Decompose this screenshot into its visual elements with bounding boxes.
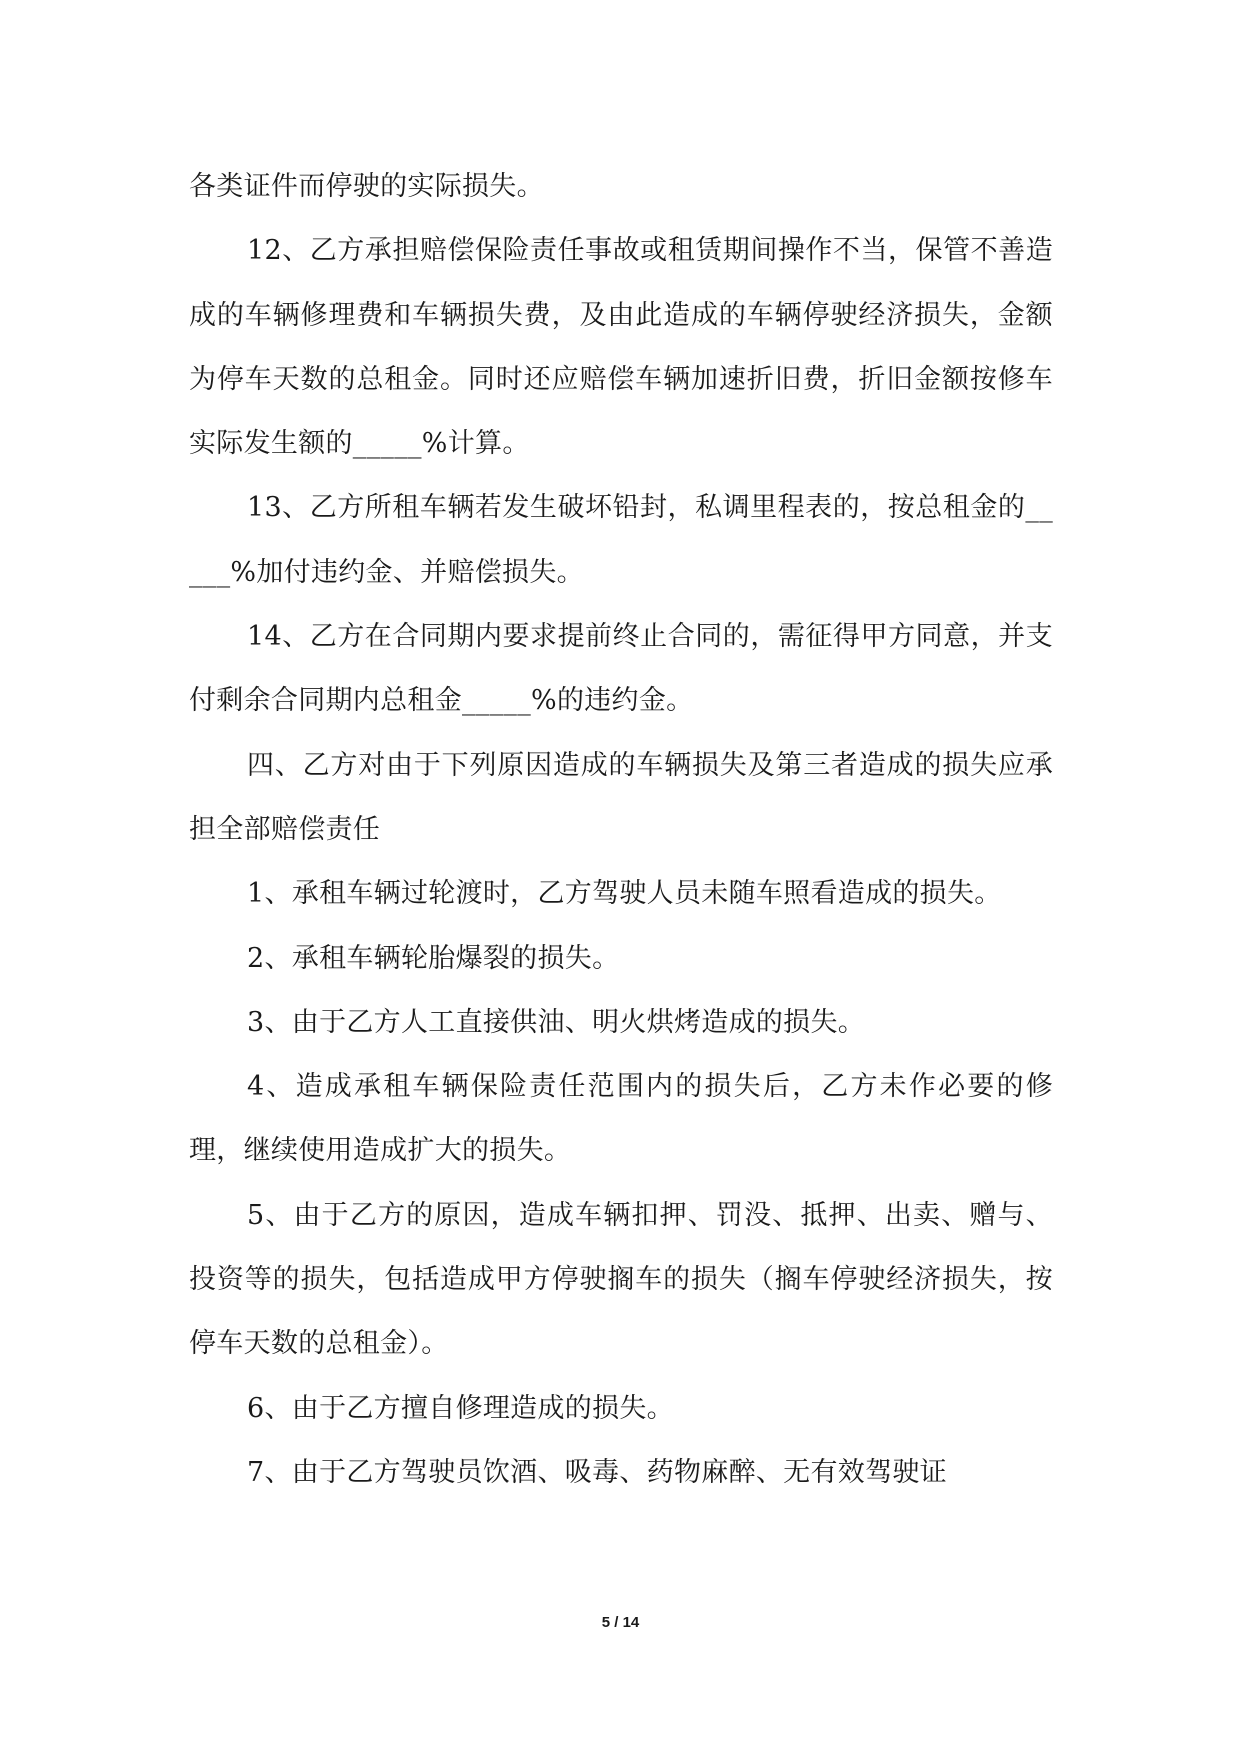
paragraph-item-2: 2、承租车辆轮胎爆裂的损失。 (247, 942, 620, 974)
paragraph-item-4: 4、造成承租车辆保险责任范围内的损失后，乙方未作必要的修理，继续使用造成扩大的损失。 (189, 1071, 1053, 1167)
paragraph-clause-12: 12、乙方承担赔偿保险责任事故或租赁期间操作不当，保管不善造成的车辆修理费和车辆损失费，及由此造成的车辆停驶经济损失，金额为停车天数的总租金。同时还应赔偿车辆加速折旧费，折旧金额按修车实际发生额的_____%计算。 (189, 235, 1053, 460)
paragraph-item-5: 5、由于乙方的原因，造成车辆扣押、罚没、抵押、出卖、赠与、投资等的损失，包括造成甲方停驶搁车的损失（搁车停驶经济损失，按停车天数的总租金）。 (189, 1199, 1053, 1360)
paragraph-item-6: 6、由于乙方擅自修理造成的损失。 (247, 1392, 674, 1424)
section-heading-four: 四、乙方对由于下列原因造成的车辆损失及第三者造成的损失应承担全部赔偿责任 (189, 749, 1053, 845)
paragraph-clause-13: 13、乙方所租车辆若发生破坏铅封，私调里程表的，按总租金的_____%加付违约金、并赔偿损失。 (189, 492, 1053, 588)
paragraph-item-3: 3、由于乙方人工直接供油、明火烘烤造成的损失。 (247, 1006, 866, 1038)
paragraph-clause-14: 14、乙方在合同期内要求提前终止合同的，需征得甲方同意，并支付剩余合同期内总租金_____%的违约金。 (189, 621, 1053, 717)
paragraph-continuation: 各类证件而停驶的实际损失。 (189, 171, 544, 202)
paragraph-item-1: 1、承租车辆过轮渡时，乙方驾驶人员未随车照看造成的损失。 (247, 878, 1002, 910)
page-number: 5 / 14 (601, 1614, 640, 1631)
paragraph-item-7: 7、由于乙方驾驶员饮酒、吸毒、药物麻醉、无有效驾驶证 (247, 1456, 947, 1488)
document-body (189, 155, 1053, 1505)
